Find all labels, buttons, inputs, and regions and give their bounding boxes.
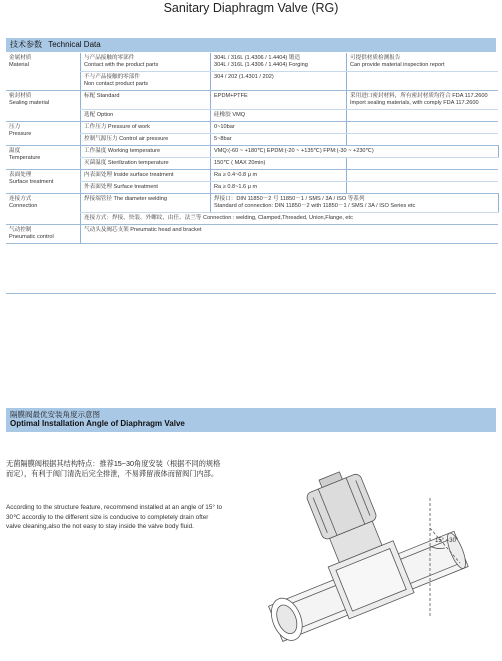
note-cell [347,170,499,182]
table-row [6,158,498,170]
item-cn: 与产品接触的零部件 [84,55,135,61]
angle-label: 15° ~30° [435,538,459,544]
installation-header-cn: 隔膜阀最优安装角度示意图 [10,410,100,419]
item-cell [81,158,211,170]
item-cn: 气动头及阀芯支架 Pneumatic head and bracket [84,227,202,233]
category-cell [6,225,81,244]
value-cell: 304 / 202 (1.4301 / 202) [211,72,347,91]
note-cell [347,122,499,134]
technical-data-table [6,53,499,244]
table-bottom-rule [6,293,496,294]
table-row [6,194,498,213]
item-cn: 工作压力 Pressure of work [84,124,150,130]
category-cn: 压力 [9,124,21,130]
table-row [6,182,498,194]
installation-header-en: Optimal Installation Angle of Diaphragm Valve [10,419,185,428]
table-row [6,110,498,122]
table-row [6,213,498,225]
technical-header-en: Technical Data [48,40,101,49]
category-cell [6,53,81,91]
note-cell [347,134,499,146]
note-cell [347,182,499,194]
item-cell [81,122,211,134]
category-en: Temperature [9,155,41,161]
item-cell [81,72,211,91]
value-cell: EPDM+PTFE [211,91,347,110]
item-cn: 外表面处理 Surface treatment [84,184,158,190]
installation-description-en: According to the structure feature, recommend installed at an angle of 15° to 30℃ accordiy to the different size is conducive to completely drain ofter valve cleaning,also the not easy to stay inside the valve body fluid. [6,504,223,530]
table-row [6,134,498,146]
category-en: Connection [9,203,38,209]
category-cn: 密封材质 [9,93,32,99]
category-en: Material [9,62,29,68]
category-cn: 连接方式 [9,196,32,202]
item-cn: 不与产品接触的零部件 [84,74,140,80]
item-cn: 灭菌温度 Sterilization temperature [84,160,169,166]
value-cell: 焊接口：DIN 11850－2 号 11850－1 / SMS / 3A / ISO 等系列 Standard of connection: DIN 11850－2 with 11850－1 / SMS / 3A / ISO Series etc [211,194,499,213]
item-cn: 选配 Option [84,112,114,118]
category-cn: 温度 [9,148,21,154]
item-cell [81,170,211,182]
value-cell: Ra ≥ 0.4~0.8 μ m [211,170,347,182]
note-cell [347,158,499,170]
valve-installation-diagram [255,468,495,658]
category-en: Sealing material [9,100,50,106]
value-cell: Ra ≥ 0.8~1.6 μ m [211,182,347,194]
category-cell [6,146,81,170]
item-cn: 内表面处理 Inside surface treatment [84,172,174,178]
item-cell [81,225,499,244]
item-en: Contact with the product parts [84,62,159,68]
table-row [6,72,498,91]
item-en: Non contact product parts [84,81,149,87]
value-cell: 150℃ ( MAX 20min) [211,158,347,170]
installation-angle-header [6,408,496,432]
category-cn: 表面处理 [9,172,32,178]
item-cn: 标配 Standard [84,93,120,99]
value-cell: 5~8bar [211,134,347,146]
value-cell: 304L / 316L (1.4306 / 1.4404) 锻造 304L / 316L (1.4306 / 1.4404) Forging [211,53,347,72]
item-cell [81,53,211,72]
page-title: Sanitary Diaphragm Valve (RG) [163,1,339,15]
item-cell [81,213,499,225]
item-cn: 焊接端管径 The diameter welding [84,196,168,202]
item-cn: 控制气源压力 Control air pressure [84,136,169,142]
note-cell [347,72,499,91]
category-cn: 金属材质 [9,55,32,61]
category-en: Surface treatment [9,179,54,185]
item-cell [81,146,211,158]
technical-data-header [6,38,496,52]
item-cell [81,110,211,122]
item-cell [81,91,211,110]
table-row [6,225,498,244]
item-cn: 工作温度 Working temperature [84,148,161,154]
installation-description-cn: 无菌隔膜阀根据其结构特点：推荐15~30角度安装（根据不同的规格而定），有利于阀门清洗后完全排泄，不易滞留液体而留阀门内部。 [6,459,221,478]
table-row [6,91,498,110]
category-cell [6,122,81,146]
value-cell: VMQ:(-60 ~ +180℃) EPDM:(-20 ~ +135℃) FPM:(-30 ~ +230℃) [211,146,499,158]
value-cell: 0~10bar [211,122,347,134]
table-row [6,53,498,72]
category-en: Pressure [9,131,32,137]
category-cn: 气动控制 [9,227,32,233]
item-cn: 连接方式：焊接、快装、外螺纹、由任、法兰等 Connection : welding, Clamped,Threaded, Union,Flange, etc [84,215,353,221]
category-cell [6,170,81,194]
category-en: Pneumatic control [9,234,54,240]
item-cell [81,194,211,213]
value-cell: 硅橡胶 VMQ [211,110,347,122]
table-row [6,170,498,182]
note-cell [347,110,499,122]
item-cell [81,182,211,194]
item-cell [81,134,211,146]
technical-header-cn: 技术参数 [10,40,42,49]
table-row [6,146,498,158]
table-row [6,122,498,134]
category-cell [6,91,81,122]
note-cell: 采用进口密封材料，所有密封材质均符合 FDA 117.2600 Import sealing materials, with comply FDA 117.2600 [347,91,499,110]
note-cell: 可提供材质检测报告 Can provide material inspection report [347,53,499,72]
category-cell [6,194,81,225]
